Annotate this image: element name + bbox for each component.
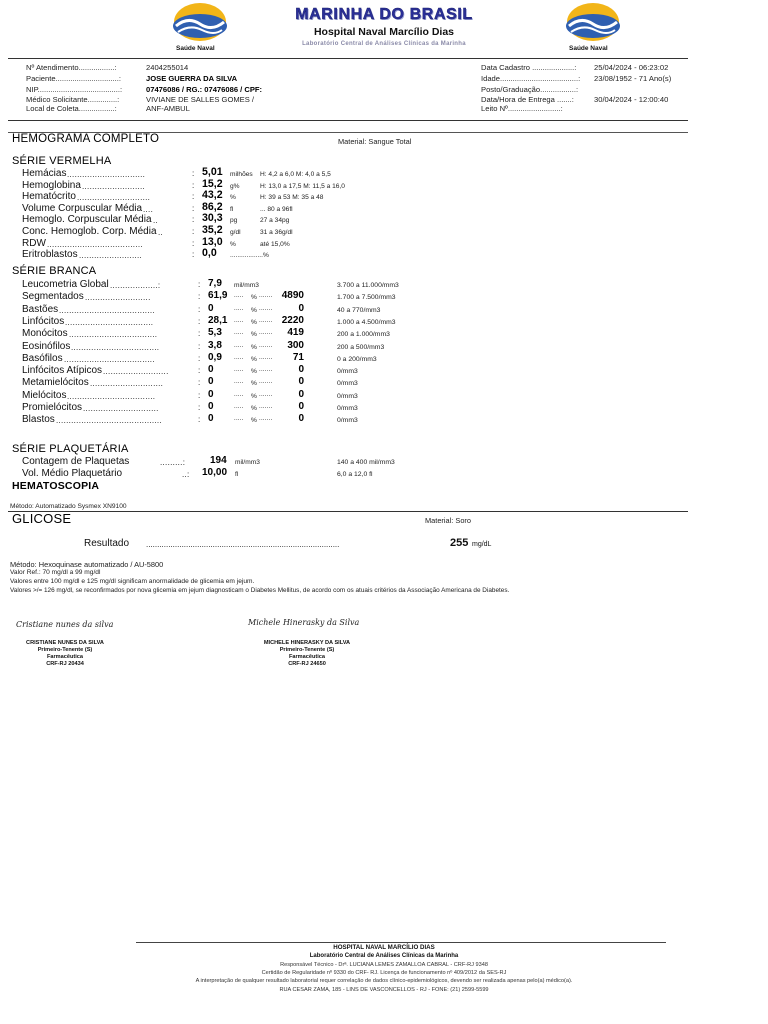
- branca-filler2: .......: [259, 367, 273, 374]
- branca-colon: :: [198, 390, 201, 400]
- branca-label: Blastos: [22, 414, 55, 426]
- branca-row: [22, 390, 462, 402]
- branca-filler: .....: [234, 293, 244, 300]
- header-divider: [8, 58, 688, 59]
- vermelha-colon: :: [192, 169, 195, 178]
- plaqueta-dots: ..:: [182, 470, 190, 479]
- vermelha-unit: %: [230, 240, 236, 248]
- vermelha-unit: g/dl: [230, 229, 241, 236]
- branca-colon: :: [198, 353, 201, 363]
- vermelha-value: 13,0: [202, 235, 223, 248]
- vermelha-value: 0,0: [202, 247, 217, 260]
- footer-divider: [136, 942, 666, 943]
- cadastro-label: Data Cadastro ....................:: [481, 63, 577, 72]
- plaqueta-label: Contagem de Plaquetas: [22, 456, 130, 467]
- cadastro-value: 25/04/2024 - 06:23:02: [594, 63, 669, 72]
- branca-abs: 0: [298, 302, 304, 314]
- branca-filler2: .......: [259, 317, 273, 324]
- idade-label: Idade.....................................:: [481, 74, 581, 83]
- vermelha-colon: :: [192, 192, 195, 202]
- vermelha-row: [22, 235, 422, 250]
- entrega-label: Data/Hora de Entrega .......:: [481, 95, 574, 104]
- serie-plaquetaria-title: SÉRIE PLAQUETÁRIA: [12, 443, 129, 455]
- branca-ref: 3.700 a 11.000/mm3: [337, 282, 399, 289]
- posto-label: Posto/Graduação.................:: [481, 85, 579, 94]
- signature-1-crf: CRF-RJ 20434: [46, 661, 84, 667]
- branca-dots: ...................................: [71, 342, 160, 352]
- branca-abs: 419: [287, 327, 304, 339]
- vermelha-colon: :: [192, 203, 195, 213]
- vermelha-dots: .........................: [82, 181, 146, 191]
- branca-dots: ..........................................: [56, 416, 162, 426]
- branca-dots: ..........................: [103, 367, 169, 377]
- footer-hospital: HOSPITAL NAVAL MARCÍLIO DIAS: [333, 944, 435, 951]
- vermelha-ref: até 15,0%: [260, 240, 290, 248]
- vermelha-ref: 31 a 36g/dl: [260, 229, 293, 236]
- branca-colon: :: [198, 378, 201, 388]
- vermelha-unit: fl: [230, 205, 234, 213]
- branca-abs: 4890: [281, 290, 304, 302]
- glicose-resultado-dots: .......................................................................................: [146, 540, 340, 549]
- vermelha-dots: ..: [153, 216, 159, 226]
- branca-label: Metamielócitos: [22, 377, 89, 389]
- branca-pct: 0: [208, 376, 214, 388]
- branca-pct: 7,9: [208, 278, 222, 289]
- branca-dots: ...................................: [67, 391, 156, 401]
- vermelha-label: Eritroblastos: [22, 249, 78, 261]
- branca-filler2: .......: [259, 404, 273, 410]
- branca-ref: 200 a 1.000/mm3: [337, 331, 390, 339]
- vermelha-value: 43,2: [202, 189, 223, 202]
- footer-certidao: Certidão de Regularidade nº 9330 do CRF- RJ. Licença de funcionamento nº 409/2012 da SES-RJ: [261, 970, 507, 976]
- glicose-note-range: Valores entre 100 mg/dl e 125 mg/dl significam anormalidade de glicemia em jejum.: [10, 578, 255, 585]
- branca-dots: ..............................: [83, 404, 159, 413]
- vermelha-value: 35,2: [202, 224, 223, 236]
- branca-unit: %: [251, 343, 257, 351]
- vermelha-label: Conc. Hemoglob. Corp. Média: [22, 226, 157, 237]
- branca-row: [22, 304, 462, 316]
- branca-colon: :: [198, 341, 201, 351]
- vermelha-colon: :: [192, 238, 195, 248]
- vermelha-colon: :: [192, 215, 195, 225]
- vermelha-dots: ....: [143, 204, 154, 214]
- signature-2-role: Farmacêutica: [288, 654, 326, 660]
- branca-abs: 0: [298, 401, 304, 412]
- glicose-divider: [8, 511, 688, 512]
- patient-divider: [8, 120, 688, 121]
- branca-pct: 0: [208, 388, 214, 400]
- signature-2-crf: CRF-RJ 24650: [288, 661, 326, 667]
- branca-pct: 0: [208, 401, 214, 412]
- plaqueta-label: Vol. Médio Plaquetário: [22, 468, 123, 479]
- branca-filler: .....: [234, 379, 244, 386]
- branca-colon: :: [198, 329, 201, 339]
- branca-colon: :: [198, 280, 201, 289]
- branca-abs: 2220: [281, 314, 304, 326]
- medico-value: VIVIANE DE SALLES GOMES /: [146, 95, 255, 104]
- vermelha-label: RDW: [22, 237, 46, 249]
- glicose-unit: mg/dL: [472, 541, 492, 548]
- vermelha-ref: 27 a 34pg: [260, 217, 290, 225]
- glicose-note-diabetes: Valores >/= 126 mg/dl, se reconfirmados por nova glicemia em jejum diagnosticam o Diabetes Mellitus, de acordo com os atuais critérios da Associação Americana de Diabetes.: [10, 587, 510, 594]
- branca-pct: 5,3: [208, 327, 222, 339]
- branca-pct: 0: [208, 364, 214, 376]
- medico-label: Médico Solicitante..............:: [26, 95, 120, 104]
- plaqueta-value: 194: [210, 455, 227, 466]
- vermelha-label: Volume Corpuscular Média: [22, 202, 143, 214]
- branca-unit: %: [251, 368, 257, 376]
- branca-colon: :: [198, 316, 201, 326]
- branca-row: [22, 402, 462, 414]
- vermelha-colon: :: [192, 180, 195, 190]
- branca-filler2: .......: [259, 379, 273, 386]
- entrega-value: 30/04/2024 - 12:00:40: [594, 95, 669, 104]
- footer-interpretacao: A interpretação de qualquer resultado laboratorial requer correlação de dados clínico-epidemiológicos, devendo ser realizada apenas pelo(a) médico(a).: [195, 978, 573, 984]
- paciente-label: Paciente..............................:: [26, 74, 121, 83]
- logo-right-label: Saúde Naval: [569, 45, 608, 52]
- branca-row: [22, 414, 462, 426]
- vermelha-ref: H: 39 a 53 M: 35 a 48: [260, 194, 324, 202]
- vermelha-value: 30,3: [202, 212, 223, 225]
- branca-abs: 0: [298, 364, 304, 376]
- vermelha-label: Hemoglo. Corpuscular Média: [22, 214, 152, 226]
- hemograma-title: HEMOGRAMA COMPLETO: [12, 133, 160, 145]
- vermelha-value: 86,2: [202, 200, 223, 213]
- branca-dots: ......................................: [59, 305, 155, 315]
- branca-row: [22, 365, 462, 377]
- branca-ref: 0/mm3: [337, 368, 358, 376]
- branca-colon: :: [198, 366, 201, 376]
- branca-dots: ....................................: [64, 354, 155, 364]
- branca-filler: .....: [234, 305, 244, 312]
- branca-pct: 3,8: [208, 339, 222, 351]
- plaqueta-unit: fl: [235, 471, 239, 478]
- branca-unit: %: [251, 417, 257, 425]
- footer-responsavel: Responsável Técnico - Drª. LUCIANA LEMES ZAMALLOA CABRAL - CRF-RJ 9348: [280, 962, 488, 968]
- nip-value: 07476086 / RG.: 07476086 / CPF:: [146, 85, 263, 94]
- hematoscopia-title: HEMATOSCOPIA: [12, 480, 100, 492]
- branca-row: [22, 291, 462, 303]
- atendimento-label: Nº Atendimento.................:: [26, 63, 117, 72]
- signature-2-script: Michele Hinerasky da Silva: [248, 618, 360, 627]
- nip-label: NIP.......................................:: [26, 85, 123, 94]
- branca-filler: .....: [234, 317, 244, 324]
- branca-label: Basófilos: [22, 352, 63, 364]
- branca-abs: 71: [292, 351, 304, 363]
- branca-row: [22, 328, 462, 340]
- signature-1-name: CRISTIANE NUNES DA SILVA: [26, 640, 104, 646]
- branca-filler: .....: [234, 330, 244, 337]
- branca-row: [22, 279, 462, 291]
- logo-left-label: Saúde Naval: [176, 45, 215, 52]
- serie-branca-title: SÉRIE BRANCA: [12, 265, 97, 277]
- plaqueta-ref: 6,0 a 12,0 fl: [337, 471, 373, 478]
- branca-unit: %: [251, 355, 257, 363]
- branca-unit: %: [251, 392, 257, 400]
- vermelha-dots: ..: [158, 228, 164, 237]
- branca-abs: 300: [287, 339, 304, 351]
- branca-ref: 1.700 a 7.500/mm3: [337, 294, 396, 302]
- branca-unit: %: [251, 306, 257, 314]
- hospital-name: Hospital Naval Marcílio Dias: [313, 26, 455, 38]
- branca-abs: 0: [298, 413, 304, 425]
- branca-label: Promielócitos: [22, 402, 83, 413]
- branca-dots: ...................:: [110, 281, 161, 290]
- branca-colon: :: [198, 292, 201, 302]
- branca-unit: %: [251, 380, 257, 388]
- local-label: Local de Coleta.................:: [26, 104, 117, 113]
- branca-filler2: .......: [259, 330, 273, 337]
- branca-label: Leucometria Global: [22, 279, 109, 290]
- glicose-value: 255: [450, 537, 469, 549]
- glicose-material: Material: Soro: [425, 516, 472, 525]
- branca-ref: 0/mm3: [337, 392, 358, 400]
- branca-filler: .....: [234, 391, 244, 398]
- branca-row: [22, 353, 462, 365]
- branca-filler: .....: [234, 342, 244, 349]
- branca-unit: %: [251, 318, 257, 326]
- signature-2-rank: Primeiro-Tenente (S): [279, 647, 335, 653]
- branca-filler2: .......: [259, 342, 273, 349]
- branca-ref: 0/mm3: [337, 417, 358, 425]
- glicose-note-ref: Valor Ref.: 70 mg/dl a 99 mg/dl: [10, 569, 101, 576]
- branca-colon: :: [198, 403, 201, 412]
- branca-abs: 0: [298, 388, 304, 400]
- leito-label: Leito Nº.........................:: [481, 104, 563, 113]
- vermelha-ref: H: 4,2 a 6,0 M: 4,0 a 5,5: [260, 171, 331, 178]
- vermelha-unit: ..................%: [230, 252, 269, 260]
- branca-unit: %: [251, 331, 257, 339]
- plaqueta-dots: .........:: [160, 458, 186, 467]
- branca-pct: 0,9: [208, 351, 222, 363]
- branca-label: Linfócitos: [22, 315, 65, 327]
- branca-ref: 0 a 200/mm3: [337, 355, 377, 363]
- branca-label: Bastões: [22, 303, 59, 315]
- branca-label: Segmentados: [22, 291, 84, 303]
- branca-ref: 0/mm3: [337, 405, 358, 412]
- plaqueta-value: 10,00: [202, 467, 228, 478]
- branca-dots: ...................................: [69, 330, 158, 340]
- vermelha-label: Hematócrito: [22, 191, 76, 203]
- branca-filler: .....: [234, 404, 244, 410]
- branca-filler2: .......: [259, 305, 273, 312]
- branca-pct: 28,1: [208, 314, 228, 326]
- branca-filler: .....: [234, 416, 244, 423]
- branca-unit: %: [251, 294, 257, 302]
- footer-lab: Laboratório Central de Análises Clínicas da Marinha: [309, 953, 459, 959]
- lab-name: Laboratório Central de Análises Clínicas da Marinha: [302, 41, 466, 47]
- branca-ref: 0/mm3: [337, 380, 358, 388]
- vermelha-value: 15,2: [202, 177, 223, 190]
- branca-unit: %: [251, 405, 257, 412]
- signature-2-name: MICHELE HINERASKY DA SILVA: [263, 640, 351, 646]
- branca-label: Mielócitos: [22, 389, 67, 401]
- vermelha-colon: :: [192, 250, 195, 260]
- branca-filler2: .......: [259, 354, 273, 361]
- branca-dots: .............................: [90, 379, 164, 389]
- branca-filler2: .......: [259, 391, 273, 398]
- branca-ref: 1.000 a 4.500/mm3: [337, 318, 396, 326]
- branca-row: [22, 341, 462, 353]
- branca-unit: mil/mm3: [234, 282, 259, 289]
- vermelha-unit: milhões: [230, 171, 253, 178]
- vermelha-ref: ... 80 a 96fl: [260, 205, 293, 213]
- branca-colon: :: [198, 304, 201, 314]
- branca-row: [22, 377, 462, 389]
- hemograma-metodo: Método: Automatizado Sysmex XN9100: [10, 503, 127, 510]
- branca-label: Linfócitos Atípicos: [22, 365, 103, 377]
- branca-filler2: .......: [259, 416, 273, 423]
- branca-dots: ..........................: [85, 293, 151, 303]
- branca-dots: ...................................: [65, 317, 154, 327]
- vermelha-ref: H: 13,0 a 17,5 M: 11,5 a 16,0: [260, 182, 345, 190]
- vermelha-unit: g%: [230, 182, 240, 190]
- glicose-title: GLICOSE: [12, 511, 72, 526]
- branca-ref: 200 a 500/mm3: [337, 343, 385, 351]
- branca-label: Eosinófilos: [22, 340, 71, 352]
- branca-label: Monócitos: [22, 328, 68, 340]
- signature-1-rank: Primeiro-Tenente (S): [37, 647, 93, 653]
- branca-ref: 40 a 770/mm3: [337, 306, 381, 314]
- idade-value: 23/08/1952 - 71 Ano(s): [594, 74, 672, 83]
- glicose-note-metodo: Método: Hexoquinase automatizado / AU-5800: [10, 560, 164, 569]
- vermelha-value: 5,01: [202, 166, 223, 178]
- footer-endereco: RUA CESAR ZAMA, 185 - LINS DE VASCONCELLOS - RJ - FONE: (21) 2599-5599: [279, 987, 489, 993]
- glicose-resultado-label: Resultado: [84, 538, 130, 549]
- branca-filler: .....: [234, 354, 244, 361]
- serie-vermelha-title: SÉRIE VERMELHA: [12, 155, 112, 167]
- vermelha-row: [22, 249, 422, 261]
- brand-title: MARINHA DO BRASIL: [295, 6, 473, 23]
- hemograma-material: Material: Sangue Total: [338, 137, 412, 146]
- branca-pct: 61,9: [208, 290, 228, 302]
- signature-1-role: Farmacêutica: [46, 654, 84, 660]
- branca-pct: 0: [208, 302, 214, 314]
- branca-filler2: .......: [259, 293, 273, 300]
- vermelha-dots: .............................: [77, 193, 151, 203]
- branca-colon: :: [198, 415, 201, 425]
- plaqueta-unit: mil/mm3: [235, 459, 260, 466]
- paciente-value: JOSE GUERRA DA SILVA: [146, 74, 238, 83]
- vermelha-dots: ......................................: [47, 239, 143, 249]
- vermelha-unit: %: [230, 194, 236, 202]
- plaqueta-row: [22, 468, 462, 480]
- vermelha-dots: ...............................: [67, 170, 146, 179]
- branca-pct: 0: [208, 413, 214, 425]
- local-value: ANF-AMBUL: [146, 104, 190, 113]
- vermelha-label: Hemácias: [22, 168, 67, 179]
- vermelha-dots: .........................: [79, 251, 143, 261]
- vermelha-unit: pg: [230, 217, 238, 225]
- signature-1-script: Cristiane nunes da silva: [16, 620, 114, 629]
- branca-filler: .....: [234, 367, 244, 374]
- plaqueta-row: [22, 456, 462, 468]
- branca-abs: 0: [298, 376, 304, 388]
- plaqueta-ref: 140 a 400 mil/mm3: [337, 459, 395, 466]
- vermelha-label: Hemoglobina: [22, 179, 81, 191]
- atendimento-value: 2404255014: [146, 63, 189, 72]
- branca-row: [22, 316, 462, 328]
- vermelha-colon: :: [192, 227, 195, 236]
